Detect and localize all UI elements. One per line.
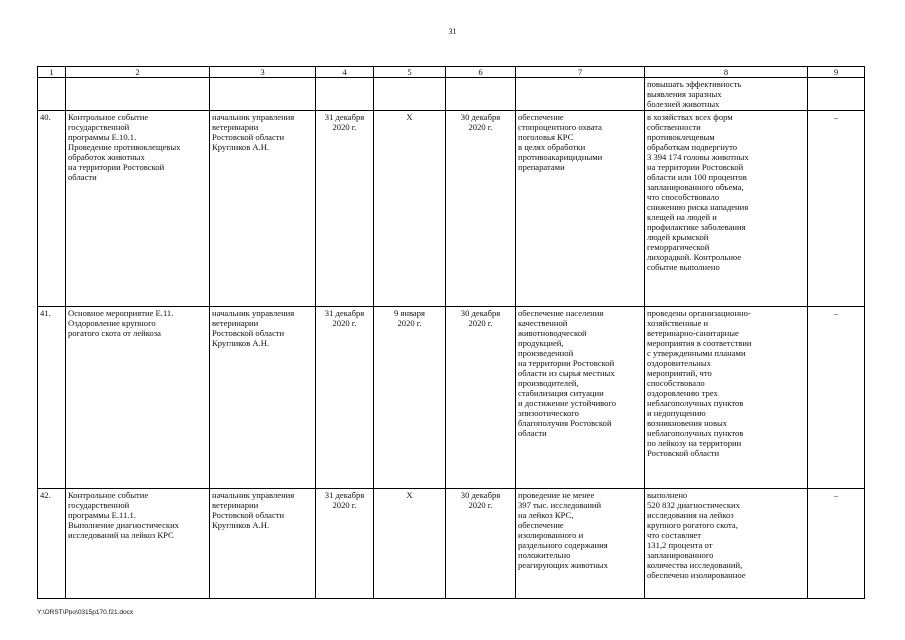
- continuation-actual-result: повышать эффективность выявления заразных болезней животных: [645, 78, 808, 111]
- header-col-1: 1: [38, 67, 66, 78]
- planned-end-date: 31 декабря 2020 г.: [316, 489, 374, 599]
- planned-result: обеспечение стопроцентного охвата поголовья КРС в целях обработки противоакарицидными препаратами: [516, 111, 645, 307]
- report-table: [37, 66, 865, 599]
- header-col-7: 7: [516, 67, 645, 78]
- row-number: 41.: [38, 307, 66, 489]
- planned-result: проведение не менее 397 тыс. исследований на лейкоз КРС, обеспечение изолированного и раздельного содержания положительно реагирующих животных: [516, 489, 645, 599]
- table-row: [38, 111, 865, 307]
- actual-result: проведены организационно- хозяйственные и ветеринарно-санитарные мероприятия в соответствии с утвержденными планами оздоровительных мероприятий, что способствовало оздоровлению трех неблагополучных пунктов и недопущению возникновения новых неблагополучных пунктов по лейкозу на территории Ростовской области: [645, 307, 808, 489]
- note: –: [808, 489, 865, 599]
- note: –: [808, 111, 865, 307]
- actual-start-date: Х: [374, 111, 446, 307]
- actual-start-date: Х: [374, 489, 446, 599]
- header-col-6: 6: [446, 67, 516, 78]
- header-col-8: 8: [645, 67, 808, 78]
- actual-end-date: 30 декабря 2020 г.: [446, 307, 516, 489]
- continuation-row: [38, 78, 865, 111]
- header-col-3: 3: [210, 67, 316, 78]
- event-name: Основное мероприятие Е.11. Оздоровление крупного рогатого скота от лейкоза: [66, 307, 210, 489]
- header-col-9: 9: [808, 67, 865, 78]
- actual-result: в хозяйствах всех форм собственности противоклещевым обработкам подвергнуто 3 394 174 головы животных на территории Ростовской области или 100 процентов запланированного объема, что способствовало снижению риска нападения клещей на людей и профилактике заболевания людей крымской геморрагической лихорадкой. Контрольное событие выполнено: [645, 111, 808, 307]
- planned-end-date: 31 декабря 2020 г.: [316, 307, 374, 489]
- responsible-person: начальник управления ветеринарии Ростовской области Кругликов А.Н.: [210, 307, 316, 489]
- planned-result: обеспечение населения качественной животноводческой продукцией, произведенной на территории Ростовской области из сырья местных производителей, стабилизация ситуации и достижение устойчивого эпизоотического благополучия Ростовской области: [516, 307, 645, 489]
- planned-end-date: 31 декабря 2020 г.: [316, 111, 374, 307]
- table-row: [38, 307, 865, 489]
- responsible-person: начальник управления ветеринарии Ростовской области Кругликов А.Н.: [210, 111, 316, 307]
- row-number: 42.: [38, 489, 66, 599]
- responsible-person: начальник управления ветеринарии Ростовской области Кругликов А.Н.: [210, 489, 316, 599]
- header-row: [38, 67, 865, 78]
- actual-result: выполнено 520 832 диагностических исследования на лейкоз крупного рогатого скота, что составляет 131,2 процента от запланированного количества исследований, обеспечено изолированное: [645, 489, 808, 599]
- header-col-2: 2: [66, 67, 210, 78]
- note: –: [808, 307, 865, 489]
- event-name: Контрольное событие государственной программы Е.10.1. Проведение противоклещевых обработок животных на территории Ростовской области: [66, 111, 210, 307]
- actual-end-date: 30 декабря 2020 г.: [446, 489, 516, 599]
- actual-end-date: 30 декабря 2020 г.: [446, 111, 516, 307]
- header-col-5: 5: [374, 67, 446, 78]
- file-path-footer: Y:\ORST\Ppo\0315p170.f21.docx: [37, 609, 134, 616]
- event-name: Контрольное событие государственной программы Е.11.1. Выполнение диагностических исследований на лейкоз КРС: [66, 489, 210, 599]
- page-number: 31: [448, 27, 457, 36]
- header-col-4: 4: [316, 67, 374, 78]
- actual-start-date: 9 января 2020 г.: [374, 307, 446, 489]
- row-number: 40.: [38, 111, 66, 307]
- table-row: [38, 489, 865, 599]
